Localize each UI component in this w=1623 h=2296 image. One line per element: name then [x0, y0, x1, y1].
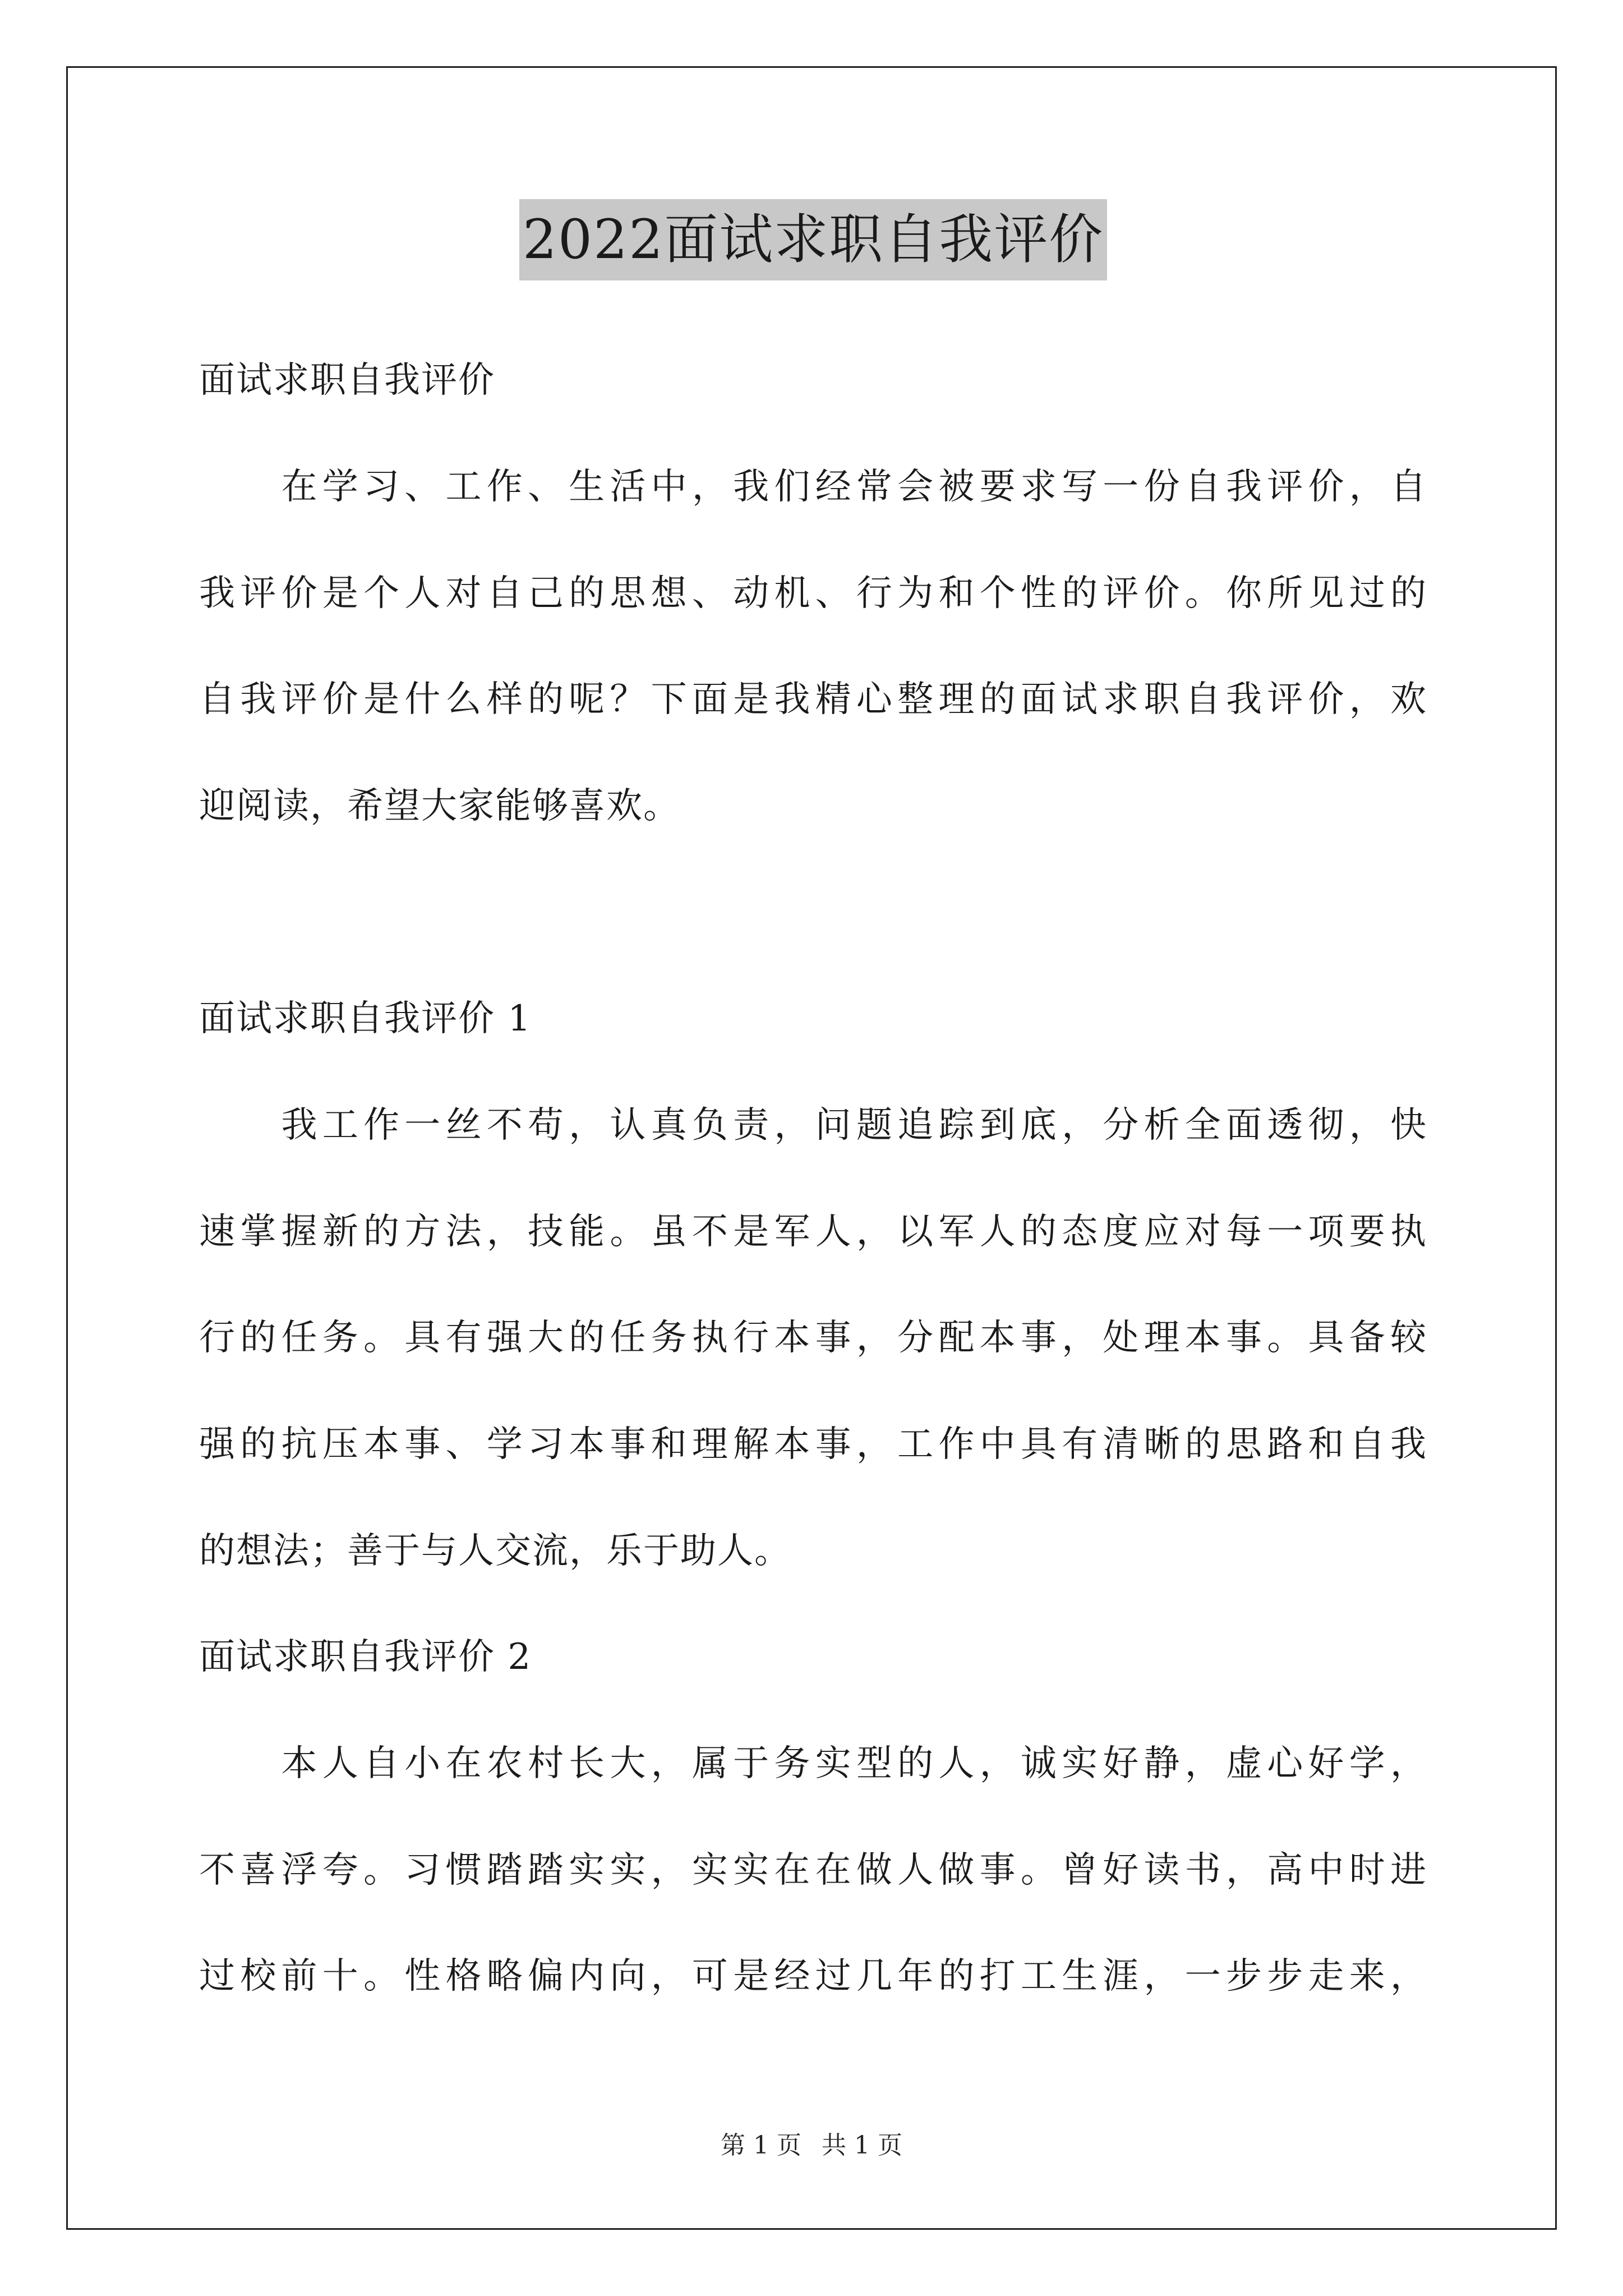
- intro-line: 在学习、工作、生活中，我们经常会被要求写一份自我评价，自: [199, 466, 1427, 508]
- section-1-line: 速掌握新的方法，技能。虽不是军人，以军人的态度应对每一项要执: [199, 1211, 1427, 1253]
- page-footer: [0, 2129, 1623, 2162]
- section-2-heading: 面试求职自我评价 2: [199, 1636, 532, 1678]
- subheading: 面试求职自我评价: [199, 360, 495, 401]
- section-1-line: 强的抗压本事、学习本事和理解本事，工作中具有清晰的思路和自我: [199, 1424, 1427, 1465]
- section-1-line: 我工作一丝不苟，认真负责，问题追踪到底，分析全面透彻，快: [199, 1105, 1427, 1146]
- title-wrap: [199, 199, 1427, 280]
- section-1-heading: 面试求职自我评价 1: [199, 998, 532, 1039]
- section-2-line: 不喜浮夸。习惯踏踏实实，实实在在做人做事。曾好读书，高中时进: [199, 1849, 1427, 1891]
- document-title: 2022面试求职自我评价: [519, 199, 1107, 280]
- section-2-line: 本人自小在农村长大，属于务实型的人，诚实好静，虚心好学，: [199, 1743, 1427, 1784]
- intro-line: 我评价是个人对自己的思想、动机、行为和个性的评价。你所见过的: [199, 573, 1427, 614]
- page-number: 第 1 页: [721, 2131, 801, 2160]
- page-total: 共 1 页: [822, 2131, 902, 2160]
- section-2-line: 过校前十。性格略偏内向，可是经过几年的打工生涯，一步步走来，: [199, 1955, 1427, 1997]
- intro-line: 自我评价是什么样的呢？下面是我精心整理的面试求职自我评价，欢: [199, 679, 1427, 720]
- intro-line: 迎阅读，希望大家能够喜欢。: [199, 785, 680, 827]
- section-1-line: 的想法；善于与人交流，乐于助人。: [199, 1530, 791, 1572]
- section-1-line: 行的任务。具有强大的任务执行本事，分配本事，处理本事。具备较: [199, 1317, 1427, 1359]
